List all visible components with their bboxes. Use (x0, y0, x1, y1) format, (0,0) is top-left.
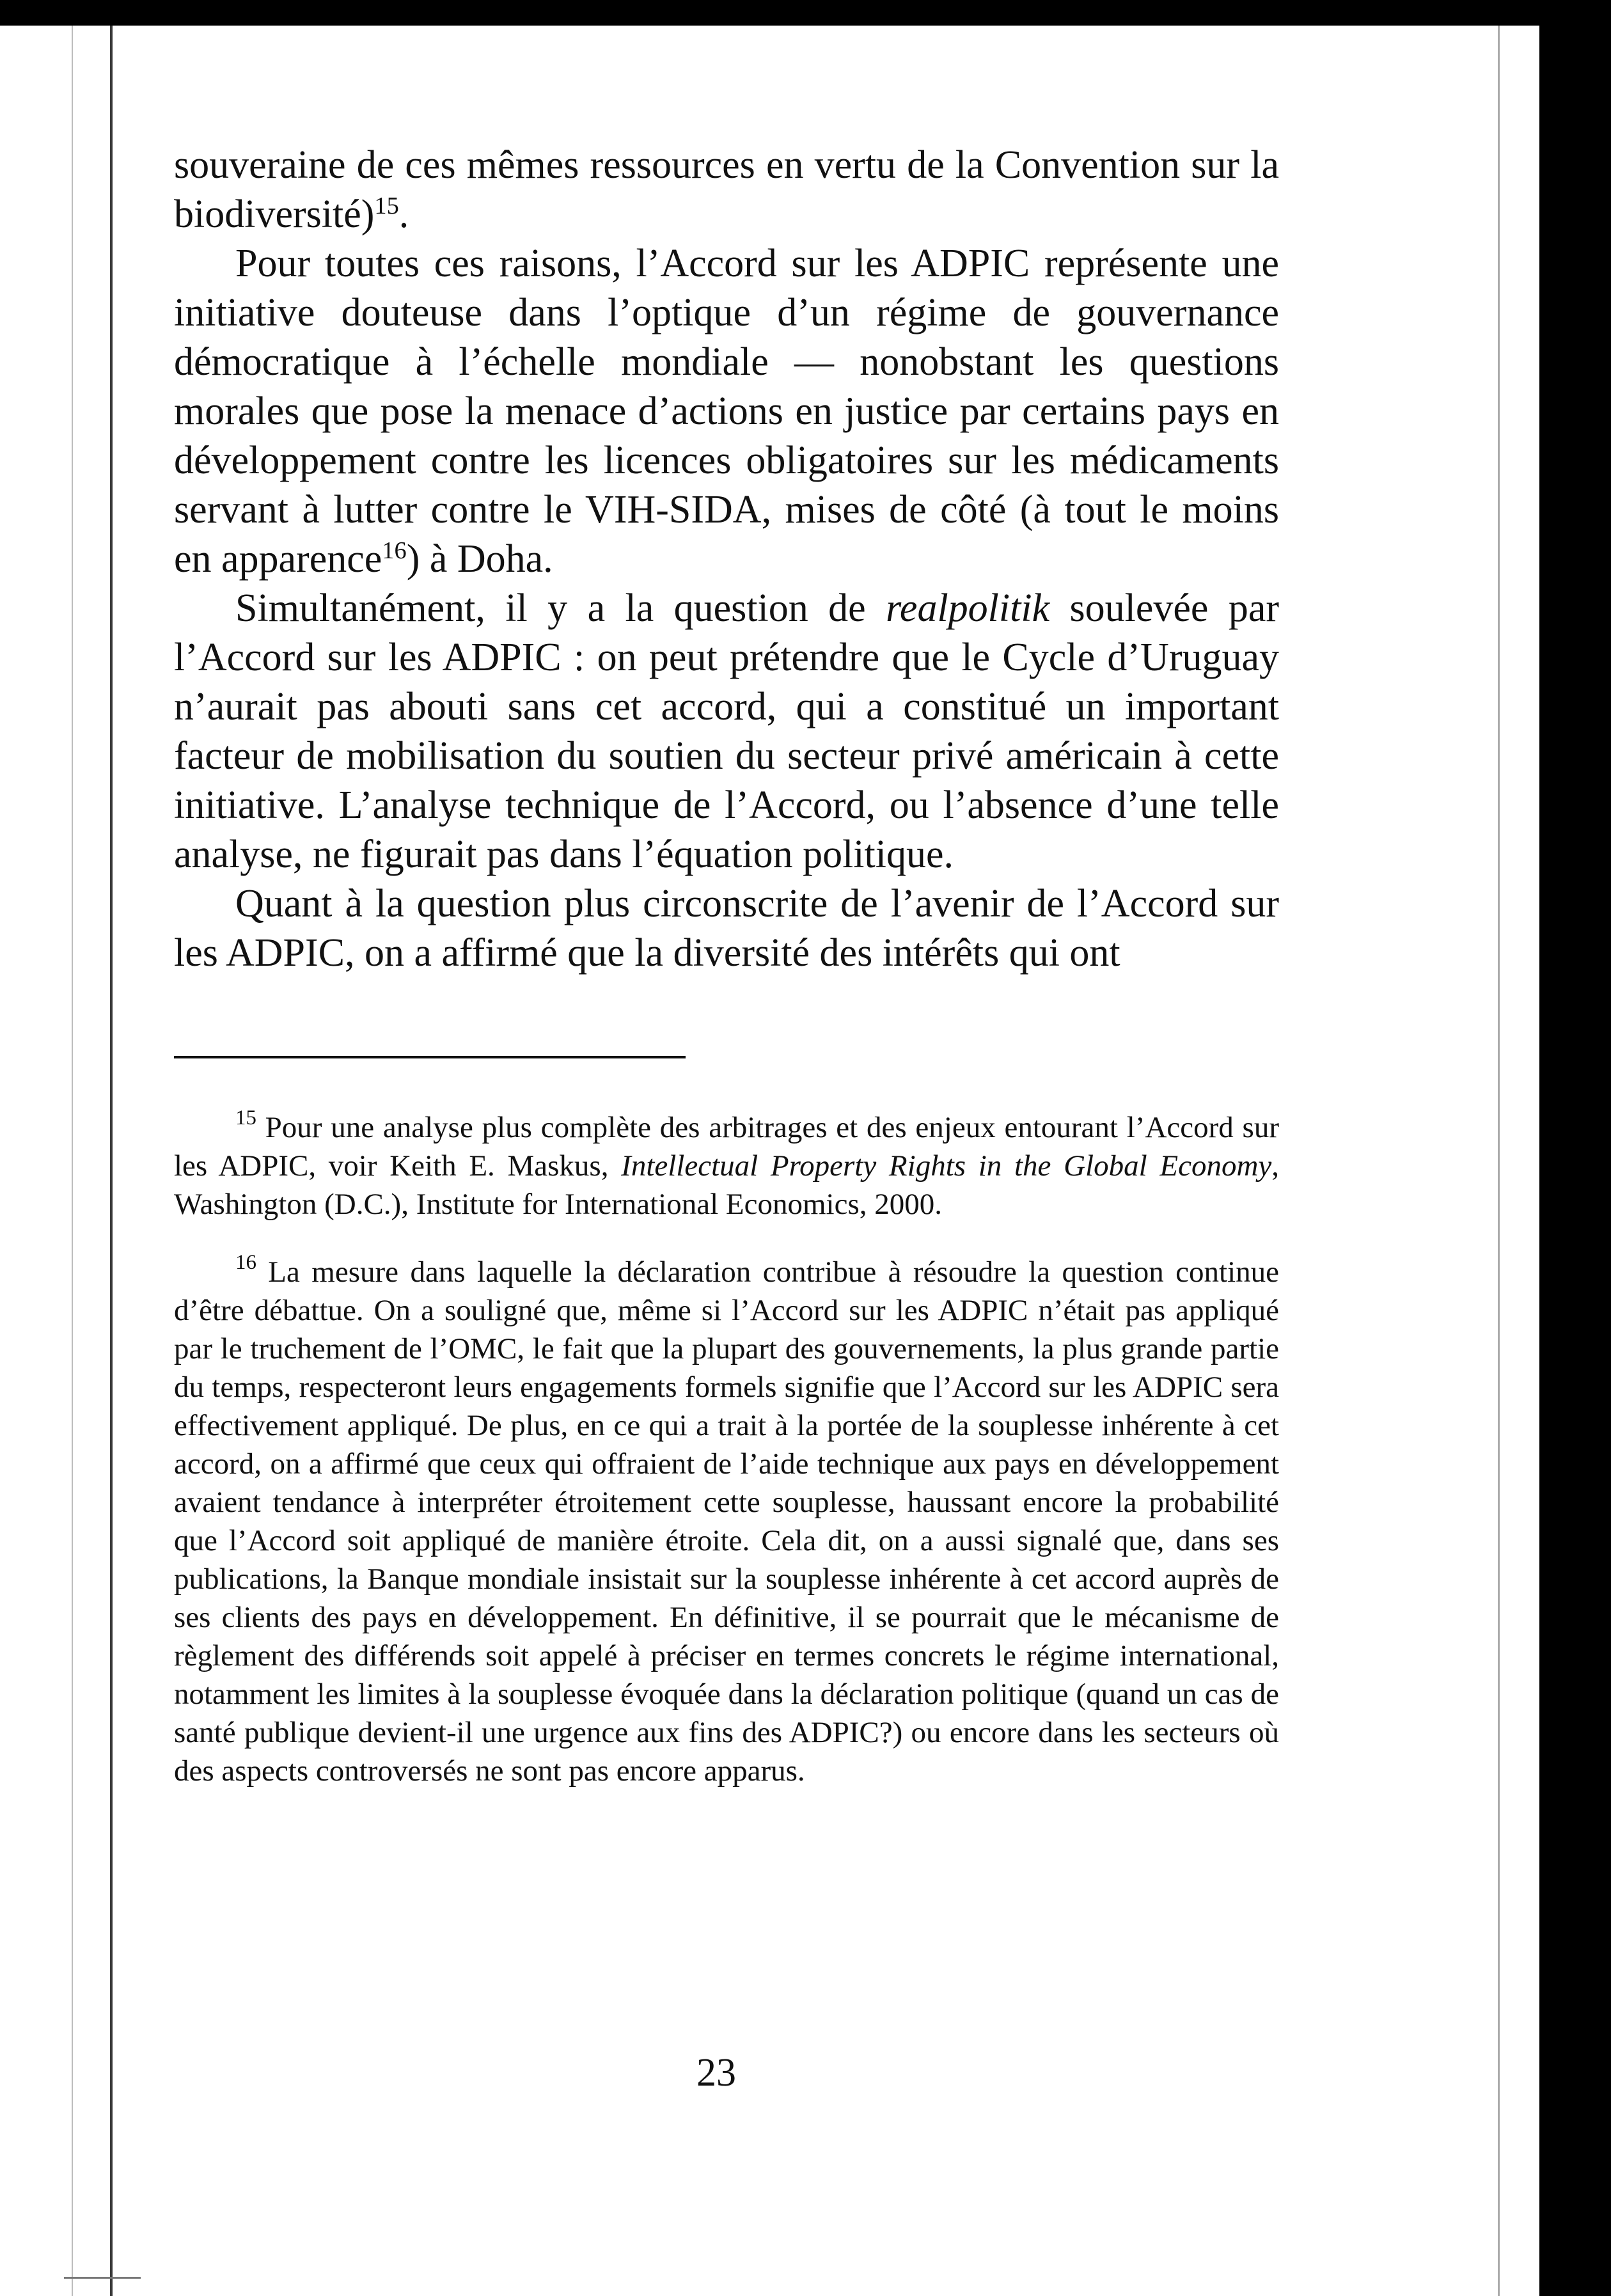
body-text (174, 141, 1279, 978)
paragraph-1 (174, 141, 1279, 239)
paragraph-4 (174, 879, 1279, 978)
footnote-16-text: La mesure dans laquelle la déclaration contribue à résoudre la question continue d’être débattue. On a souligné que, même si l’Accord sur les ADPIC n’était pas appliqué par le truchement de l’OMC, le fait que la plupart des gouvernements, la plus grande partie du temps, respecteront leurs engagements formels signifie que l’Accord sur les ADPIC sera effectivement appliqué. De plus, en ce qui a trait à la portée de la souplesse inhérente à cet accord, on a affirmé que ceux qui offraient de l’aide technique aux pays en développement avaient tendance à interpréter étroitement cette souplesse, haussant encore la probabilité que l’Accord soit appliqué de manière étroite. Cela dit, on a aussi signalé que, dans ses publications, la Banque mondiale insistait sur la souplesse inhérente à cet accord auprès de ses clients des pays en développement. En définitive, il se pourrait que le mécanisme de règlement des différends soit appelé à préciser en termes concrets le régime international, notamment les limites à la souplesse évoquée dans la déclaration politique (quand un cas de santé publique devient-il une urgence aux fins des ADPIC?) ou encore dans les secteurs où des aspects controversés ne sont pas encore apparus. (174, 1255, 1279, 1788)
paragraph-3-text-a: Simultanément, il y a la question de (235, 586, 886, 630)
footnotes (174, 1108, 1279, 1790)
paragraph-3 (174, 584, 1279, 879)
page-number: 23 (696, 2051, 736, 2095)
scan-edge-left (110, 26, 113, 2296)
footnote-16 (174, 1253, 1279, 1790)
paragraph-2 (174, 239, 1279, 584)
footnote-separator (174, 1056, 686, 1058)
paragraph-1-tail: . (398, 193, 409, 236)
footnote-16-number: 16 (235, 1251, 256, 1275)
footnote-15-italic: Intellectual Property Rights in the Global Economy (621, 1149, 1272, 1183)
footnote-15-text-a: Pour une analyse plus complète des arbitrages et des enjeux entourant l’Accord sur les ADPIC, voir Keith E. Maskus, (174, 1111, 1279, 1183)
footnote-ref-15: 15 (374, 192, 399, 219)
scan-border-right (1539, 0, 1611, 2296)
footnote-15-text-b: , Washington (D.C.), Institute for International Economics, 2000. (174, 1149, 1279, 1221)
footnote-15-number: 15 (235, 1106, 256, 1130)
footnote-ref-16: 16 (382, 537, 407, 564)
scan-mark-bottom (64, 2277, 141, 2279)
scan-edge-right (1498, 26, 1500, 2296)
paragraph-2-text-a: Pour toutes ces raisons, l’Accord sur les ADPIC représente une initiative douteuse dans l’optique d’un régime de gouvernance démocratique à l’échelle mondiale — nonobstant les questions morales que pose la menace d’actions en justice par certains pays en développement contre les licences obligatoires sur les médicaments servant à lutter contre le VIH-SIDA, mises de côté (à tout le moins en apparence (174, 242, 1279, 581)
paragraph-4-text: Quant à la question plus circonscrite de l’avenir de l’Accord sur les ADPIC, on a affirmé que la diversité des intérêts qui ont (174, 882, 1279, 975)
paragraph-2-text-b: ) à Doha. (406, 537, 553, 581)
paragraph-3-text-b: soulevée par l’Accord sur les ADPIC : on peut prétendre que le Cycle d’Uruguay n’aurait pas abouti sans cet accord, qui a constitué un important facteur de mobilisation du soutien du secteur privé américain à cette initiative. L’analyse technique de l’Accord, ou l’absence d’une telle analyse, ne figurait pas dans l’équation politique. (174, 586, 1279, 876)
paragraph-1-text: souveraine de ces mêmes ressources en vertu de la Convention sur la biodiversité) (174, 143, 1279, 236)
footnote-15 (174, 1108, 1279, 1223)
paragraph-3-italic: realpolitik (886, 586, 1050, 630)
scan-border-top (0, 0, 1611, 26)
scan-edge-left-outer (72, 26, 73, 2296)
